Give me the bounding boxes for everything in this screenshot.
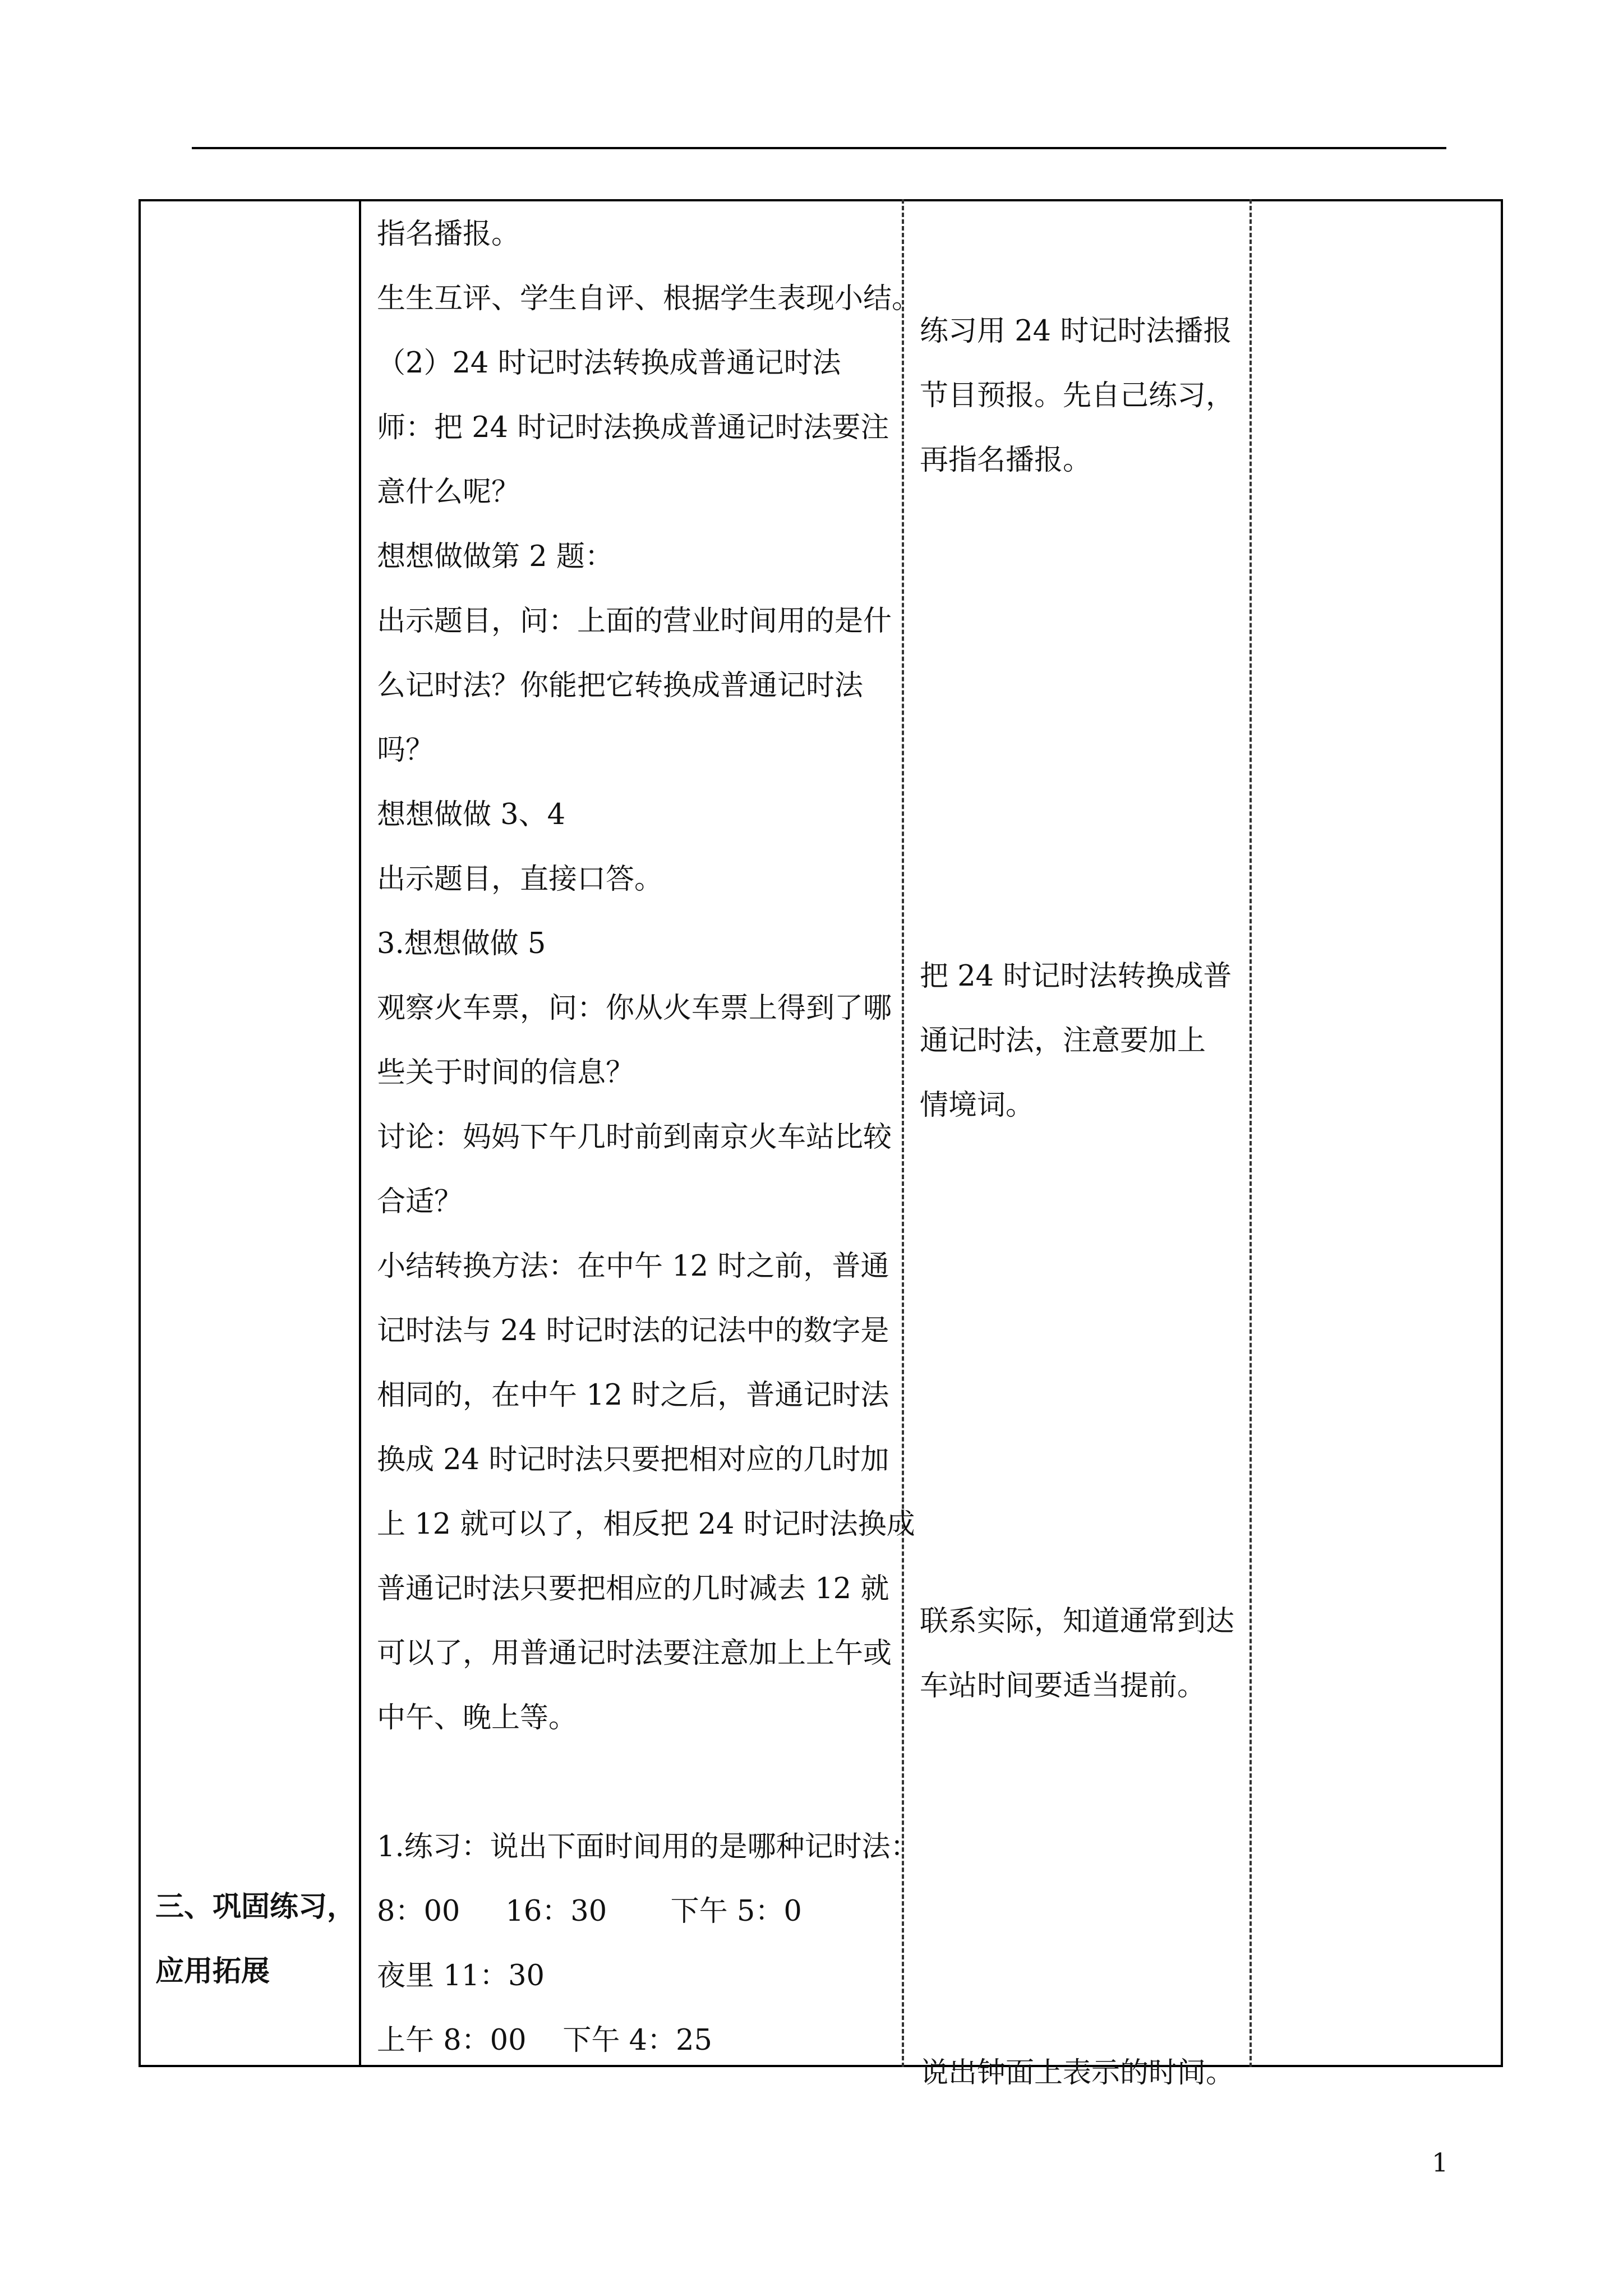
teacher-text-line: 上 12 就可以了，相反把 24 时记时法换成 [377,1508,915,1541]
teacher-text-line: 8：00 16：30 下午 5：0 [377,1895,802,1928]
page-number: 1 [1432,2147,1449,2178]
student-activity-column [920,234,1234,2105]
teacher-text-line: 可以了，用普通记时法要注意加上上午或 [377,1637,892,1670]
section-label-line: 三、巩固练习， [155,1890,356,1924]
teacher-text-line: 1.练习：说出下面时间用的是哪种记时法： [377,1830,919,1864]
student-text-line [920,1976,1234,2041]
student-text-line [920,815,1234,880]
student-text-line [920,1138,1234,1202]
teacher-text-line: 意什么呢？ [377,476,520,509]
student-text-line: 把 24 时记时法转换成普 [920,960,1232,993]
header-rule [192,147,1446,149]
teacher-text-line: 记时法与 24 时记时法的记法中的数字是 [377,1314,889,1347]
teacher-text-line: 观察火车票，问：你从火车票上得到了哪 [377,992,892,1025]
student-text-line [920,1718,1234,1783]
student-text-line: 练习用 24 时记时法播报 [920,315,1232,348]
teacher-text-line: 想想做做 3、4 [377,798,566,831]
teacher-text-line: 师：把 24 时记时法换成普通记时法要注 [377,411,889,444]
teacher-text-line: 些关于时间的信息？ [377,1056,635,1089]
teacher-text-line: 相同的，在中午 12 时之后，普通记时法 [377,1379,889,1412]
teacher-text-line: 3.想想做做 5 [377,927,546,960]
teacher-text-line: 上午 8：00 下午 4：25 [377,2024,712,2057]
student-text-line [920,1525,1234,1589]
teacher-text-line: （2）24 时记时法转换成普通记时法 [377,347,841,380]
student-text-line [920,622,1234,686]
teacher-text-line: 合适？ [377,1185,463,1218]
teacher-text-line: 中午、晚上等。 [377,1701,578,1734]
student-text-line [920,1202,1234,1267]
student-text-line [920,557,1234,622]
student-text-line: 联系实际，知道通常到达 [920,1605,1235,1638]
teacher-text-line: 出示题目，问：上面的营业时间用的是什 [377,605,892,638]
teacher-text-line: 夜里 11：30 [377,1959,545,1993]
student-text-line [920,1267,1234,1331]
student-text-line [920,493,1234,557]
teacher-text-line: 换成 24 时记时法只要把相对应的几时加 [377,1443,889,1476]
teacher-text-line: 生生互评、学生自评、根据学生表现小结。 [377,282,921,315]
teacher-text-line: 讨论：妈妈下午几时前到南京火车站比较 [377,1121,892,1154]
teacher-text-line: 指名播报。 [377,218,520,251]
student-text-line [920,1912,1234,1976]
teacher-text-line: 小结转换方法：在中午 12 时之前，普通 [377,1250,889,1283]
student-text-line [920,686,1234,751]
student-text-line [920,234,1234,299]
student-text-line [920,1783,1234,1847]
student-text-line [920,1847,1234,1912]
teacher-text-line: 出示题目，直接口答。 [377,863,663,896]
student-text-line [920,1331,1234,1396]
student-text-line: 车站时间要适当提前。 [920,1669,1206,1703]
student-text-line [920,751,1234,815]
student-text-line: 再指名播报。 [920,444,1092,477]
teacher-text-line: 么记时法？你能把它转换成普通记时法 [377,669,864,702]
teacher-text-line: 想想做做第 2 题： [377,540,614,573]
student-text-line: 通记时法，注意要加上 [920,1024,1206,1057]
section-label-line: 应用拓展 [155,1955,270,1988]
student-text-line [920,1396,1234,1460]
student-text-line: 节目预报。先自己练习， [920,379,1235,412]
student-text-line [920,1460,1234,1525]
teacher-text-line: 普通记时法只要把相应的几时减去 12 就 [377,1572,889,1605]
student-text-line: 说出钟面上表示的时间。 [920,2056,1235,2090]
student-text-line: 情境词。 [920,1089,1035,1122]
teacher-activity-column [377,202,920,2073]
student-text-line [920,880,1234,944]
section-label [155,1875,356,2004]
table-column-divider [359,199,361,2067]
table-column-divider-dashed [1249,199,1252,2067]
teacher-text-line [377,1750,920,1815]
teacher-text-line: 吗？ [377,734,435,767]
